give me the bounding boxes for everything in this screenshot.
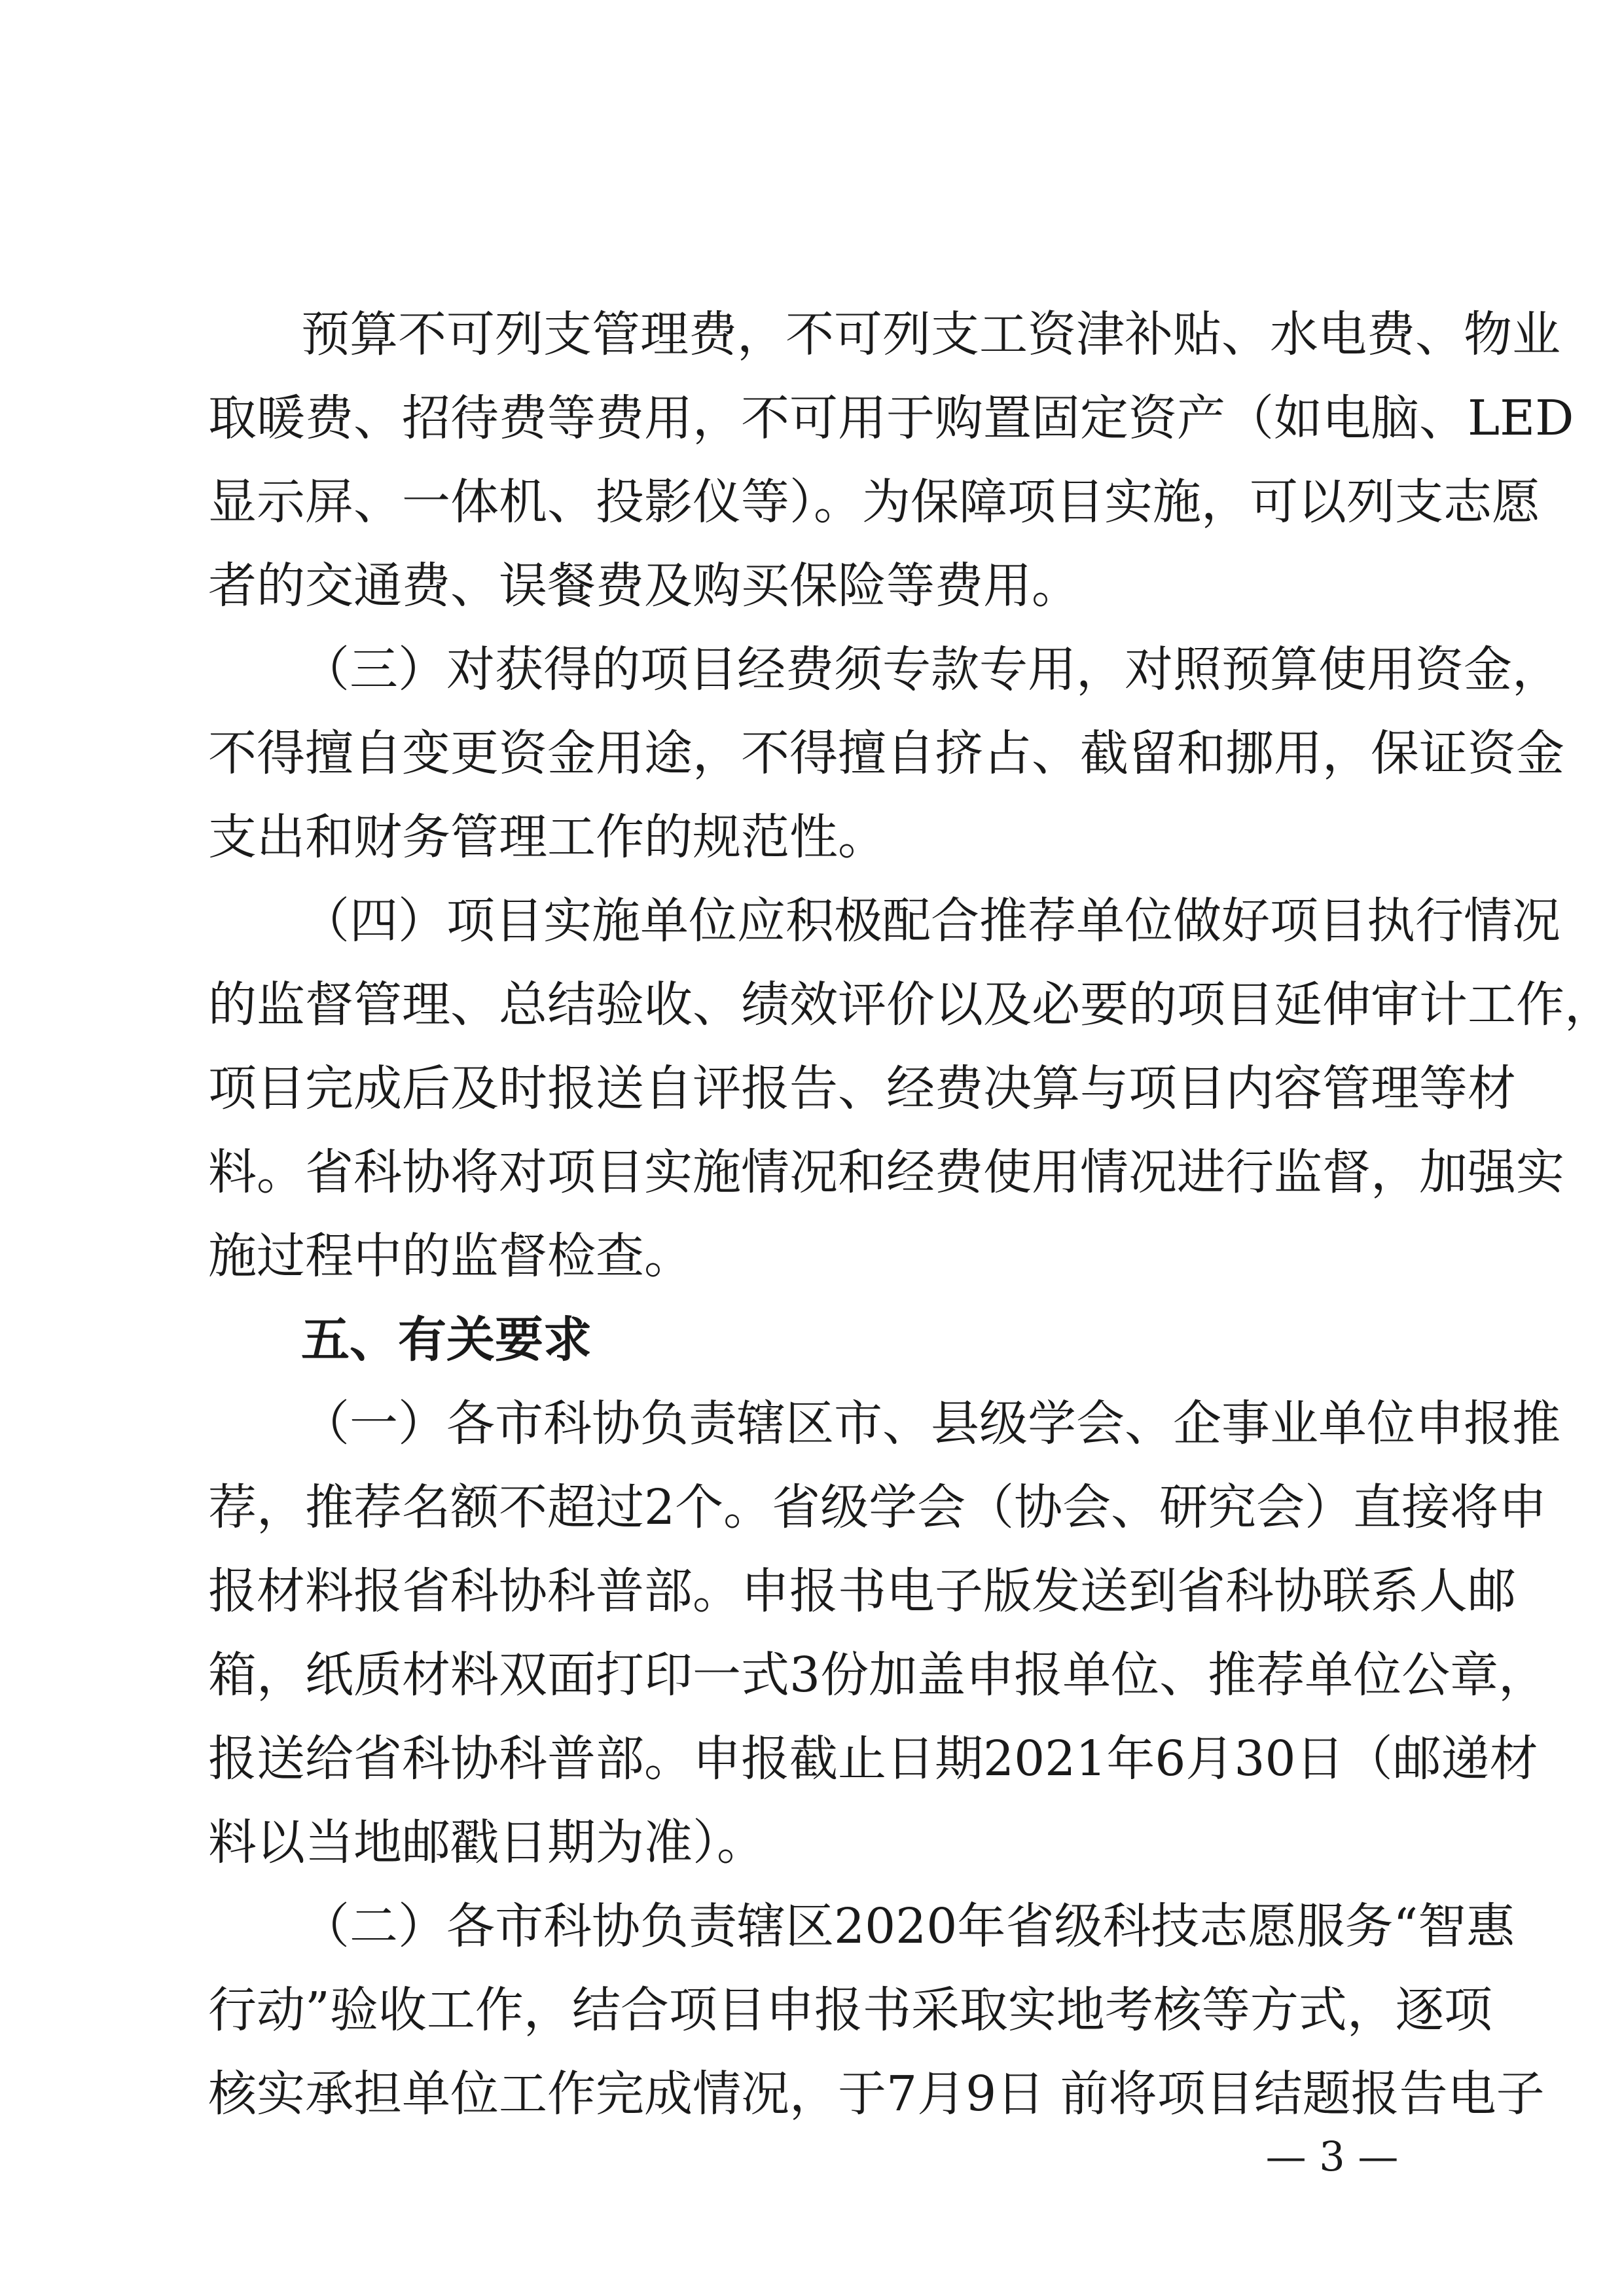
body-text-line: 显示屏、一体机、投影仪等）。为保障项目实施，可以列支志愿 bbox=[208, 474, 1540, 530]
body-text-line: 报材料报省科协科普部。申报书电子版发送到省科协联系人邮 bbox=[208, 1563, 1516, 1619]
body-text-line: 料。省科协将对项目实施情况和经费使用情况进行监督，加强实 bbox=[208, 1144, 1564, 1200]
body-text-line: （二）各市科协负责辖区2020年省级科技志愿服务“智惠 bbox=[301, 1898, 1515, 1955]
body-text-line: 施过程中的监督检查。 bbox=[208, 1228, 693, 1284]
body-text-line: 箱，纸质材料双面打印一式3份加盖申报单位、推荐单位公章， bbox=[208, 1647, 1547, 1703]
body-text-line: （一）各市科协负责辖区市、县级学会、企事业单位申报推 bbox=[301, 1396, 1561, 1452]
body-text-line: 支出和财务管理工作的规范性。 bbox=[208, 809, 886, 865]
body-text-line: 核实承担单位工作完成情况，于7月9日 前将项目结题报告电子 bbox=[208, 2066, 1545, 2122]
body-text-line: 不得擅自变更资金用途，不得擅自挤占、截留和挪用，保证资金 bbox=[208, 725, 1564, 782]
body-text-line: 荐，推荐名额不超过2个。省级学会（协会、研究会）直接将申 bbox=[208, 1479, 1547, 1536]
body-text-line: 报送给省科协科普部。申报截止日期2021年6月30日（邮递材 bbox=[208, 1731, 1538, 1787]
body-text-line: 行动”验收工作，结合项目申报书采取实地考核等方式，逐项 bbox=[208, 1982, 1492, 2038]
body-text-line: 取暖费、招待费等费用，不可用于购置固定资产（如电脑、LED bbox=[208, 390, 1574, 446]
section-heading: 五、有关要求 bbox=[301, 1312, 592, 1368]
body-text-line: 项目完成后及时报送自评报告、经费决算与项目内容管理等材 bbox=[208, 1060, 1516, 1117]
body-text-line: 料以当地邮戳日期为准）。 bbox=[208, 1814, 765, 1871]
body-text-line: 预算不可列支管理费，不可列支工资津补贴、水电费、物业 bbox=[301, 306, 1561, 363]
body-text-line: 的监督管理、总结验收、绩效评价以及必要的项目延伸审计工作， bbox=[208, 977, 1613, 1033]
page-number: — 3 — bbox=[1265, 2133, 1399, 2180]
body-text-line: 者的交通费、误餐费及购买保险等费用。 bbox=[208, 558, 1080, 614]
body-text-line: （四）项目实施单位应积极配合推荐单位做好项目执行情况 bbox=[301, 893, 1561, 949]
body-text-line: （三）对获得的项目经费须专款专用，对照预算使用资金， bbox=[301, 641, 1561, 698]
